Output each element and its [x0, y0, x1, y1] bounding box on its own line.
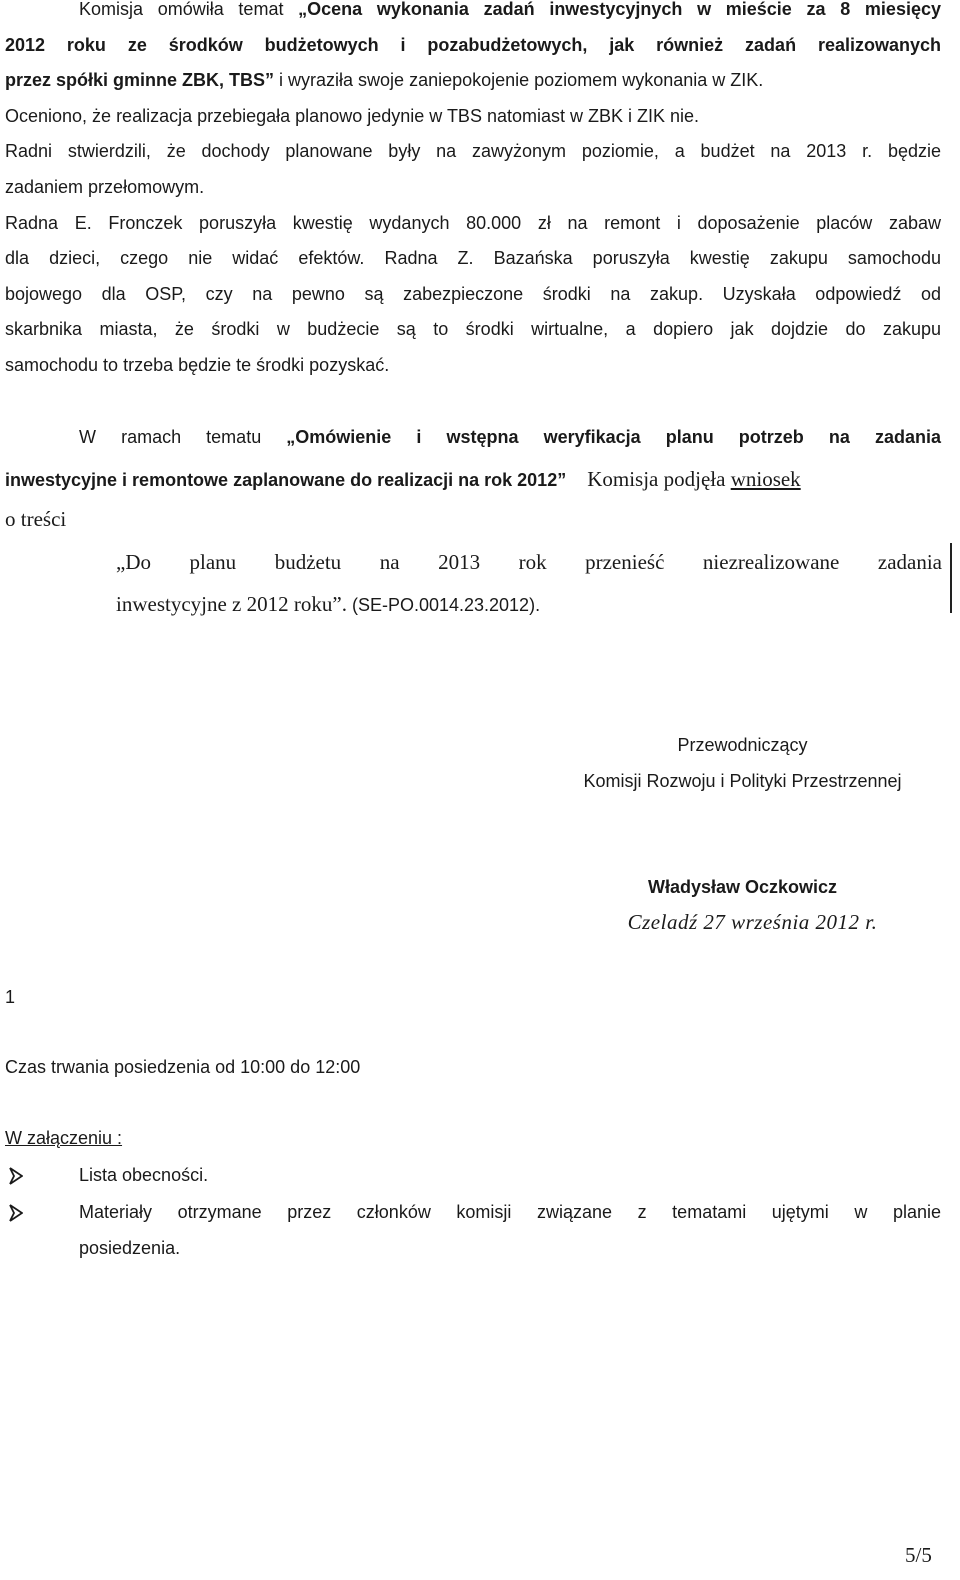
- attachment-item: Lista obecności.: [79, 1165, 209, 1185]
- page-number: 5/5: [905, 1543, 932, 1567]
- signature-committee: Komisji Rozwoju i Polityki Przestrzennej: [583, 771, 902, 791]
- intro-after-topic: i wyraziła swoje zaniepokojenie poziomem wykonania w ZIK.: [274, 70, 764, 91]
- attachments-heading: W załączeniu :: [5, 1128, 123, 1148]
- intro-paragraph: Komisja omówiła temat „Ocena wykonania zadań inwestycyjnych w mieście za 8 miesięcy 2012 roku ze środków budżetowych i pozabudżetowych, jak również zadań realizowanych przez spółki gminne ZBK, TBS” i wyraziła swoje zaniepokojenie poziomem wykonania w ZIK. Oceniono, że realizacja przebiegała planowo jedynie w TBS natomiast w ZBK i ZIK nie. Radni stwierdzili, że dochody planowane były na zawyżonym poziomie, a budżet na 2013 r. będzie zadaniem przełomowym. Radna E. Fronczek poruszyła kwestię wydanych 80.000 zł na remont i doposażenie placów zabaw dla dzieci, czego nie widać efektów. Radna Z. Bazańska poruszyła kwestię zakupu samochodu bojowego dla OSP, czy na pewno są zabezpieczone środki na zakup. Uzyskała odpowiedź od skarbnika miasta, że środki w budżecie są to środki wirtualne, a dopiero jak dojdzie do zakupu samochodu to trzeba będzie te środki pozyskać.: [5, 0, 941, 375]
- arrow-bullet-icon: [9, 1204, 23, 1222]
- meeting-duration: Czas trwania posiedzenia od 10:00 do 12:00: [5, 1057, 361, 1077]
- arrow-bullet-icon: [9, 1167, 23, 1185]
- motion-lead: W ramach tematu: [79, 427, 287, 447]
- motion-wniosek: wniosek: [730, 466, 801, 491]
- motion-topic: „Omówienie i wstępna weryfikacja planu potrzeb na zadania: [286, 427, 941, 447]
- motion-paragraph: W ramach tematu „Omówienie i wstępna weryfikacja planu potrzeb na zadania inwestycyjne i remontowe zaplanowane do realizacji na rok 2012” Komisja podjęła wniosek o treści: [5, 420, 941, 538]
- intro-topic: „Ocena wykonania zadań inwestycyjnych w mieście za 8 miesięcy: [298, 0, 941, 19]
- footnote-number: 1: [5, 987, 16, 1007]
- margin-bracket: [950, 543, 952, 613]
- intro-line2: Oceniono, że realizacja przebiegała planowo jedynie w TBS natomiast w ZBK i ZIK nie.: [5, 105, 700, 126]
- motion-quote: „Do planu budżetu na 2013 rok przenieść niezrealizowane zadania inwestycyjne z 2012 roku”. (SE-PO.0014.23.2012).: [116, 550, 942, 616]
- intro-lead: Komisja omówiła temat: [79, 0, 299, 19]
- motion-tail: o treści: [5, 507, 67, 532]
- attachment-item: Materiały otrzymane przez członków komisji związane z tematami ujętymi w planie posiedzenia.: [79, 1202, 941, 1258]
- motion-reference: (SE-PO.0014.23.2012).: [346, 595, 541, 615]
- signature-name: Władysław Oczkowicz: [647, 877, 838, 897]
- signature-place-date: Czeladź 27 września 2012 r.: [627, 910, 878, 934]
- signature-role: Przewodniczący: [677, 735, 808, 755]
